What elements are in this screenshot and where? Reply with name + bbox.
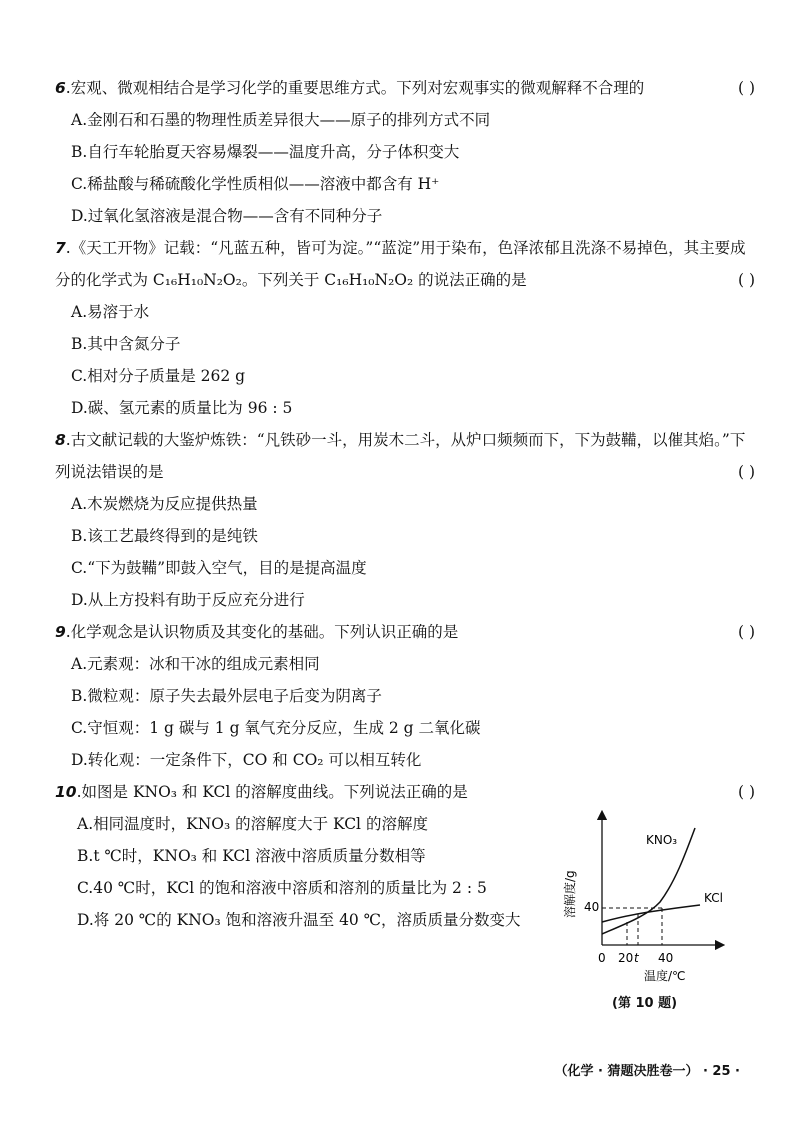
answer-bracket: ( ) [737, 623, 755, 641]
option-a: A.易溶于水 [71, 303, 150, 321]
question-6 [55, 72, 755, 232]
question-8 [55, 424, 755, 616]
x-tick-t: t [634, 951, 639, 965]
option-c: C.“下为鼓鞴”即鼓入空气，目的是提高温度 [71, 559, 367, 577]
solubility-chart-svg [560, 810, 760, 990]
option-b: B.该工艺最终得到的是纯铁 [71, 527, 258, 545]
option-d: D.转化观：一定条件下，CO 和 CO₂ 可以相互转化 [71, 751, 422, 769]
kno3-label: KNO₃ [646, 833, 678, 847]
x-tick-0: 0 [598, 951, 606, 965]
stem-text: 古文献记载的大鉴炉炼铁：“凡铁砂一斗，用炭木二斗，从炉口频频而下，下为鼓鞴，以催其焰。”下 [70, 431, 746, 449]
question-stem-line2 [55, 264, 755, 296]
kcl-label: KCl [704, 891, 723, 905]
y-tick-40: 40 [584, 900, 600, 914]
question-number: 6 [55, 79, 66, 97]
option-a: A.木炭燃烧为反应提供热量 [71, 495, 258, 513]
x-tick-20: 20 [618, 951, 634, 965]
question-stem: 8.古文献记载的大鉴炉炼铁：“凡铁砂一斗，用炭木二斗，从炉口频频而下，下为鼓鞴，以催其焰。”下 [55, 431, 746, 449]
question-7 [55, 232, 755, 424]
option-a: A.金刚石和石墨的物理性质差异很大——原子的排列方式不同 [71, 111, 491, 129]
question-stem: 6.宏观、微观相结合是学习化学的重要思维方式。下列对宏观事实的微观解释不合理的 ( ) [55, 72, 755, 104]
y-axis-label: 溶解度/g [563, 870, 577, 918]
solubility-chart [560, 810, 760, 1020]
stem-text: 如图是 KNO₃ 和 KCl 的溶解度曲线。下列说法正确的是 [81, 783, 468, 801]
option-d: D.碳、氢元素的质量比为 96 : 5 [71, 399, 293, 417]
option-a: A.元素观：冰和干冰的组成元素相同 [71, 655, 320, 673]
stem-text: 宏观、微观相结合是学习化学的重要思维方式。下列对宏观事实的微观解释不合理的 [70, 79, 645, 97]
question-stem: 7.《天工开物》记载：“凡蓝五种，皆可为淀。”“蓝淀”用于染布，色泽浓郁且洗涤不易掉色，其主要成 [55, 239, 746, 257]
option-c: C.相对分子质量是 262 g [71, 367, 246, 385]
question-number: 8 [55, 431, 66, 449]
figure-caption: (第 10 题) [612, 996, 678, 1011]
page-footer: （化学 · 猜题决胜卷一） · 25 · [554, 1064, 740, 1079]
option-c: C.守恒观：1 g 碳与 1 g 氧气充分反应，生成 2 g 二氧化碳 [71, 719, 481, 737]
stem-text: 《天工开物》记载：“凡蓝五种，皆可为淀。”“蓝淀”用于染布，色泽浓郁且洗涤不易掉色，其主要成 [70, 239, 746, 257]
question-number: 9 [55, 623, 66, 641]
question-9 [55, 616, 755, 776]
x-axis-label: 温度/℃ [644, 969, 686, 983]
option-d: D.将 20 ℃的 KNO₃ 饱和溶液升温至 40 ℃，溶质质量分数变大 [77, 911, 521, 929]
question-number: 10 [55, 783, 77, 801]
option-b: B.t ℃时，KNO₃ 和 KCl 溶液中溶质质量分数相等 [77, 847, 426, 865]
option-a: A.相同温度时，KNO₃ 的溶解度大于 KCl 的溶解度 [77, 815, 428, 833]
option-d: D.从上方投料有助于反应充分进行 [71, 591, 305, 609]
question-stem-line2 [55, 456, 755, 488]
question-stem: 9.化学观念是认识物质及其变化的基础。下列认识正确的是 ( ) [55, 616, 755, 648]
answer-bracket: ( ) [737, 79, 755, 97]
answer-bracket: ( ) [737, 271, 755, 289]
stem-text: 化学观念是认识物质及其变化的基础。下列认识正确的是 [70, 623, 459, 641]
question-stem: 10.如图是 KNO₃ 和 KCl 的溶解度曲线。下列说法正确的是 ( ) [55, 776, 755, 808]
option-b: B.微粒观：原子失去最外层电子后变为阴离子 [71, 687, 382, 705]
option-d: D.过氧化氢溶液是混合物——含有不同种分子 [71, 207, 383, 225]
answer-bracket: ( ) [737, 783, 755, 801]
question-number: 7 [55, 239, 66, 257]
option-c: C.40 ℃时，KCl 的饱和溶液中溶质和溶剂的质量比为 2 : 5 [77, 879, 487, 897]
x-tick-40: 40 [658, 951, 674, 965]
option-c: C.稀盐酸与稀硫酸化学性质相似——溶液中都含有 H⁺ [71, 175, 440, 193]
option-b: B.自行车轮胎夏天容易爆裂——温度升高，分子体积变大 [71, 143, 460, 161]
stem-text: 分的化学式为 C₁₆H₁₀N₂O₂。下列关于 C₁₆H₁₀N₂O₂ 的说法正确的是 [55, 271, 527, 289]
answer-bracket: ( ) [737, 463, 755, 481]
stem-text: 列说法错误的是 [55, 463, 164, 481]
option-b: B.其中含氮分子 [71, 335, 181, 353]
